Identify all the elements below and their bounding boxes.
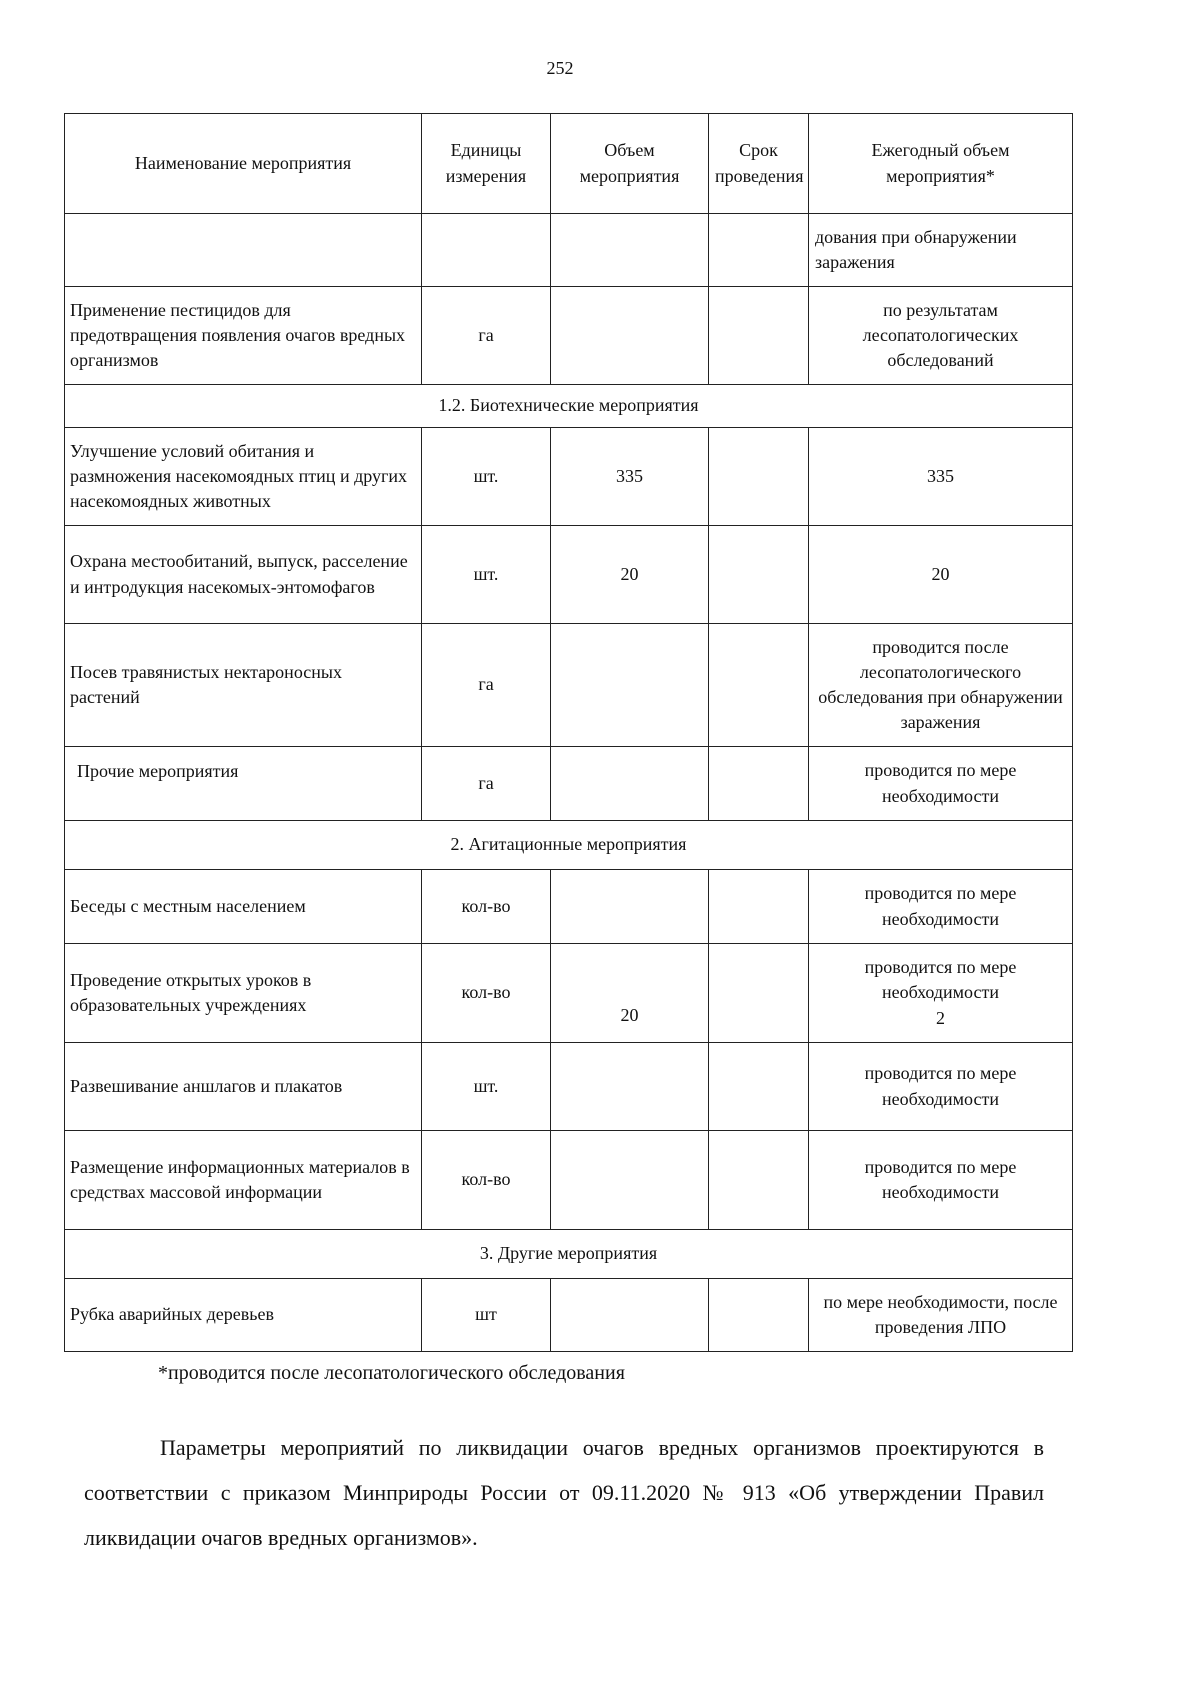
cell-name	[65, 214, 422, 287]
table-row	[65, 214, 1073, 287]
cell-annual: проводится по мере необходимости	[809, 1043, 1073, 1131]
table-row	[65, 747, 1073, 821]
cell-unit: га	[422, 747, 551, 821]
cell-annual-extra: 2	[936, 1007, 945, 1028]
body-paragraph	[84, 1425, 1044, 1560]
cell-annual: по мере необходимости, после проведения ЛПО	[809, 1279, 1073, 1352]
cell-term	[709, 287, 809, 385]
header-name: Наименование мероприятия	[65, 114, 422, 214]
measures-table	[64, 113, 1073, 1352]
cell-term	[709, 526, 809, 624]
cell-name: Охрана местообитаний, выпуск, расселение и интродукция насекомых-энтомофагов	[65, 526, 422, 624]
table-row	[65, 526, 1073, 624]
cell-name: Прочие мероприятия	[65, 747, 422, 821]
cell-name: Размещение информационных материалов в средствах массовой информации	[65, 1131, 422, 1230]
table-row	[65, 944, 1073, 1043]
section-row	[65, 821, 1073, 870]
cell-annual: 335	[809, 428, 1073, 526]
cell-term	[709, 1043, 809, 1131]
cell-term	[709, 214, 809, 287]
table-row	[65, 624, 1073, 747]
header-term: Срок проведения	[709, 114, 809, 214]
cell-volume	[551, 287, 709, 385]
cell-annual	[809, 944, 1073, 1043]
cell-volume	[551, 747, 709, 821]
cell-term	[709, 428, 809, 526]
table-header-row	[65, 114, 1073, 214]
cell-term	[709, 1279, 809, 1352]
cell-term	[709, 870, 809, 944]
cell-volume	[551, 870, 709, 944]
section-title-2: 2. Агитационные мероприятия	[65, 821, 1073, 870]
cell-annual: по результатам лесопатологических обследований	[809, 287, 1073, 385]
table-row	[65, 428, 1073, 526]
section-title-3: 3. Другие мероприятия	[65, 1230, 1073, 1279]
cell-volume	[551, 1131, 709, 1230]
cell-annual: проводится по мере необходимости	[809, 1131, 1073, 1230]
cell-name: Посев травянистых нектароносных растений	[65, 624, 422, 747]
cell-volume: 20	[551, 526, 709, 624]
cell-unit: кол-во	[422, 870, 551, 944]
cell-unit: кол-во	[422, 944, 551, 1043]
cell-name: Развешивание аншлагов и плакатов	[65, 1043, 422, 1131]
cell-annual: проводится по мере необходимости	[809, 870, 1073, 944]
cell-term	[709, 624, 809, 747]
cell-unit: га	[422, 624, 551, 747]
cell-name: Проведение открытых уроков в образовательных учреждениях	[65, 944, 422, 1043]
cell-unit	[422, 214, 551, 287]
table-row	[65, 1131, 1073, 1230]
cell-volume	[551, 1043, 709, 1131]
cell-name: Улучшение условий обитания и размножения насекомоядных птиц и других насекомоядных животных	[65, 428, 422, 526]
cell-annual-text: проводится по мере необходимости	[864, 957, 1017, 1003]
paragraph-text: Параметры мероприятий по ликвидации очагов вредных организмов проектируются в соответствии с приказом Минприроды России от 09.11.2020 № 913 «Об утверждении Правил ликвидации очагов вредных организмов».	[84, 1435, 1044, 1550]
header-annual: Ежегодный объем мероприятия*	[809, 114, 1073, 214]
cell-name: Беседы с местным населением	[65, 870, 422, 944]
cell-annual: дования при обнаружении заражения	[809, 214, 1073, 287]
cell-annual: 20	[809, 526, 1073, 624]
section-row	[65, 1230, 1073, 1279]
cell-volume	[551, 624, 709, 747]
cell-unit: шт.	[422, 526, 551, 624]
section-title-1-2: 1.2. Биотехнические мероприятия	[65, 385, 1073, 428]
cell-name: Рубка аварийных деревьев	[65, 1279, 422, 1352]
cell-unit: шт	[422, 1279, 551, 1352]
cell-volume	[551, 1279, 709, 1352]
cell-unit: шт.	[422, 428, 551, 526]
cell-term	[709, 747, 809, 821]
section-row	[65, 385, 1073, 428]
header-volume: Объем мероприятия	[551, 114, 709, 214]
cell-unit: шт.	[422, 1043, 551, 1131]
cell-annual: проводится по мере необходимости	[809, 747, 1073, 821]
cell-annual: проводится после лесопатологического обследования при обнаружении заражения	[809, 624, 1073, 747]
cell-name: Применение пестицидов для предотвращения появления очагов вредных организмов	[65, 287, 422, 385]
page-number: 252	[546, 58, 574, 78]
cell-volume	[551, 214, 709, 287]
table-row	[65, 287, 1073, 385]
table-row	[65, 870, 1073, 944]
cell-volume: 335	[551, 428, 709, 526]
cell-term	[709, 1131, 809, 1230]
table-row	[65, 1043, 1073, 1131]
cell-term	[709, 944, 809, 1043]
header-unit: Единицы измерения	[422, 114, 551, 214]
cell-unit: кол-во	[422, 1131, 551, 1230]
cell-volume: 20	[551, 944, 709, 1043]
cell-unit: га	[422, 287, 551, 385]
table-footnote: *проводится после лесопатологического обследования	[158, 1362, 625, 1384]
table-row	[65, 1279, 1073, 1352]
